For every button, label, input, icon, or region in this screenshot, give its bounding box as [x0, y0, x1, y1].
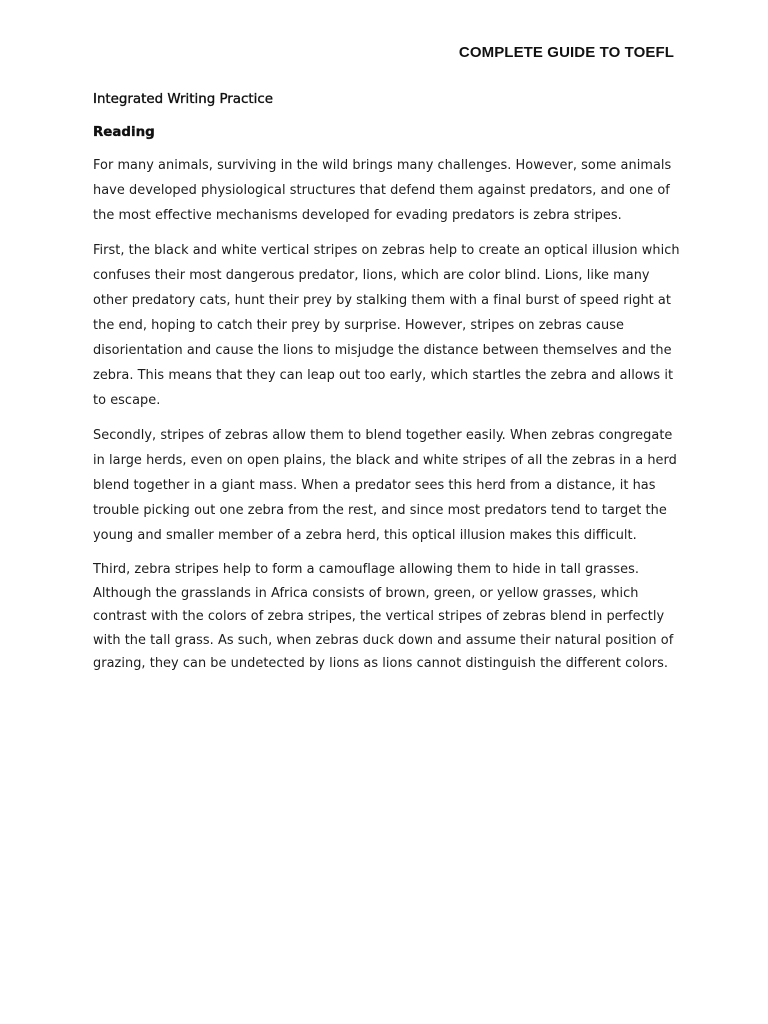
- section-title: Integrated Writing Practice: [93, 92, 273, 107]
- running-header: COMPLETE GUIDE TO TOEFL: [458, 44, 674, 61]
- paragraph-second: Secondly, stripes of zebras allow them to blend together easily. When zebras congregate in large herds, even on open plains, the black and white stripes of all the zebras in a herd blend together in a giant mass. When a predator sees this herd from a distance, it has trouble picking out one zebra from the rest, and since most predators tend to target the young and smaller member of a zebra herd, this optical illusion makes this difficult.: [93, 428, 677, 543]
- reading-subheading: Reading: [93, 125, 155, 140]
- document-body: [93, 90, 683, 676]
- paragraph-first: First, the black and white vertical stripes on zebras help to create an optical illusion which confuses their most dangerous predator, lions, which are color blind. Lions, like many other predatory cats, hunt their prey by stalking them with a final burst of speed right at the end, hoping to catch their prey by surprise. However, stripes on zebras cause disorientation and cause the lions to misjudge the distance between themselves and the zebra. This means that they can leap out too early, which startles the zebra and allows it to escape.: [93, 243, 680, 408]
- paragraph-third: Third, zebra stripes help to form a camouflage allowing them to hide in tall grasses. Although the grasslands in Africa consists of brown, green, or yellow grasses, which contrast with the colors of zebra stripes, the vertical stripes of zebras blend in perfectly with the tall grass. As such, when zebras duck down and assume their natural position of grazing, they can be undetected by lions as lions cannot distinguish the different colors.: [93, 562, 674, 671]
- paragraph-intro: For many animals, surviving in the wild brings many challenges. However, some animals have developed physiological structures that defend them against predators, and one of the most effective mechanisms developed for evading predators is zebra stripes.: [93, 158, 672, 223]
